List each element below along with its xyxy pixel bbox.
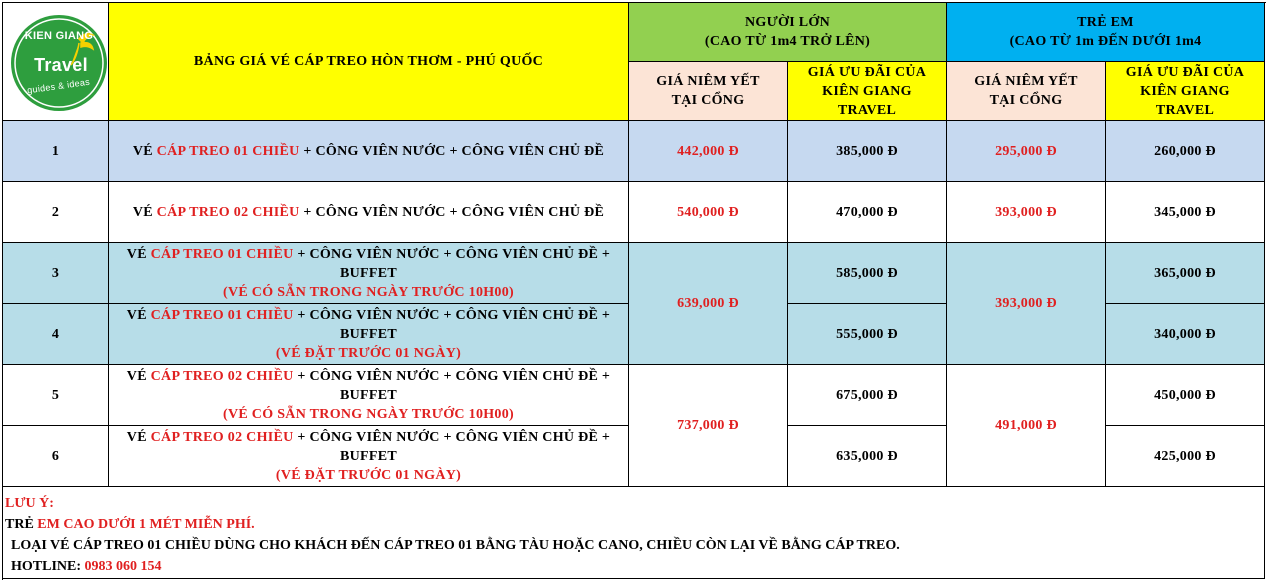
price-text: 555,000 Đ [836,326,898,342]
ticket-prefix: VÉ [132,143,157,159]
adult-promo-price [788,182,947,243]
ticket-prefix: VÉ [126,429,151,445]
adult-listed-price-merged [629,365,788,487]
child-promo-price [1106,243,1265,304]
listed-header-line1: GIÁ NIÊM YẾT [974,74,1078,89]
ticket-note: (VÉ ĐẶT TRƯỚC 01 NGÀY) [275,345,462,361]
cable-type: CÁP TREO 02 CHIỀU [156,204,300,220]
price-text: 675,000 Đ [836,387,898,403]
cable-type: CÁP TREO 01 CHIỀU [156,143,300,159]
notes-free-text: EM CAO DƯỚI 1 MÉT MIỄN PHÍ. [37,517,255,532]
child-promo-price [1106,182,1265,243]
row-number [3,426,109,487]
adult-listed-price-merged [629,243,788,365]
child-promo-price [1106,304,1265,365]
price-text: 450,000 Đ [1154,387,1216,403]
row-number-text: 5 [51,387,60,403]
row-number [3,243,109,304]
notes-free-prefix: TRẺ [5,517,38,532]
ticket-line [127,367,610,386]
price-text: 635,000 Đ [836,448,898,464]
adult-group-header [629,3,947,62]
promo-header-line3: TRAVEL [837,102,897,118]
ticket-note: (VÉ CÓ SẴN TRONG NGÀY TRƯỚC 10H00) [223,284,514,300]
adult-promo-price [788,121,947,182]
promo-header-line1: GIÁ ƯU ĐÃI CỦA [1125,64,1245,80]
ticket-description [109,426,629,487]
ticket-line [127,306,610,325]
child-promo-price [1106,365,1265,426]
adult-group-sub: (CAO TỪ 1m4 TRỞ LÊN) [704,34,871,49]
hotline-label: HOTLINE: [11,559,85,574]
ticket-buffet: BUFFET [339,387,398,403]
ticket-description [109,304,629,365]
ticket-includes: + CÔNG VIÊN NƯỚC + CÔNG VIÊN CHỦ ĐỀ [299,143,605,159]
cable-type: CÁP TREO 02 CHIỀU [150,368,294,384]
child-group-label: TRẺ EM [1077,15,1134,30]
child-listed-price [947,182,1106,243]
price-text: 393,000 Đ [995,204,1057,220]
row-number-text: 1 [51,143,60,159]
price-text: 385,000 Đ [836,143,898,159]
child-listed-header [947,62,1106,121]
price-text: 491,000 Đ [995,418,1057,433]
adult-promo-header [788,62,947,121]
promo-header-line2: KIÊN GIANG [822,83,912,99]
price-text: 340,000 Đ [1154,326,1216,342]
ticket-prefix: VÉ [126,246,151,262]
row-number-text: 3 [51,265,60,281]
price-text: 585,000 Đ [836,265,898,281]
ticket-prefix: VÉ [126,368,151,384]
hotline-number[interactable]: 0983 060 154 [84,559,162,574]
adult-listed-price [629,182,788,243]
ticket-prefix: VÉ [132,204,157,220]
price-text: 639,000 Đ [677,296,739,311]
ticket-description [109,121,629,182]
notes-ticket-line: LOẠI VÉ CÁP TREO 01 CHIỀU DÙNG CHO KHÁCH ĐẾN CÁP TREO 01 BẰNG TÀU HOẶC CANO, CHIỀU CÒN LẠI VỀ BẰNG CÁP TREO. [11,538,900,553]
ticket-includes: + CÔNG VIÊN NƯỚC + CÔNG VIÊN CHỦ ĐỀ + [293,307,611,323]
kien-giang-travel-logo [9,9,109,117]
cable-type: CÁP TREO 02 CHIỀU [150,429,294,445]
notes-heading: LƯU Ý: [5,496,54,511]
ticket-buffet: BUFFET [339,326,398,342]
ticket-line [133,142,604,161]
price-text: 295,000 Đ [995,143,1057,159]
row-number [3,365,109,426]
adult-promo-price [788,426,947,487]
notes-free-line [5,514,1262,535]
ticket-line [127,428,610,447]
logo-cell [3,3,109,121]
adult-listed-header [629,62,788,121]
ticket-note: (VÉ ĐẶT TRƯỚC 01 NGÀY) [275,467,462,483]
ticket-line [133,203,604,222]
logo-tagline-text: guides & ideas [26,76,91,96]
notes-hotline-line [5,556,1262,577]
price-text: 442,000 Đ [677,143,739,159]
promo-header-line2: KIÊN GIANG [1140,83,1230,99]
price-text: 345,000 Đ [1154,204,1216,220]
listed-header-line2: TẠI CỔNG [989,93,1063,108]
ticket-includes: + CÔNG VIÊN NƯỚC + CÔNG VIÊN CHỦ ĐỀ [299,204,605,220]
price-text: 365,000 Đ [1154,265,1216,281]
child-promo-price [1106,426,1265,487]
row-number-text: 6 [51,448,60,464]
ticket-includes: + CÔNG VIÊN NƯỚC + CÔNG VIÊN CHỦ ĐỀ + [293,429,611,445]
child-promo-header [1106,62,1265,121]
price-text: 470,000 Đ [836,204,898,220]
row-number-text: 4 [51,326,60,342]
price-text: 260,000 Đ [1154,143,1216,159]
cable-type: CÁP TREO 01 CHIỀU [150,307,294,323]
row-number [3,182,109,243]
ticket-includes: + CÔNG VIÊN NƯỚC + CÔNG VIÊN CHỦ ĐỀ + [293,368,611,384]
table-title [109,3,629,121]
adult-group-label: NGƯỜI LỚN [744,15,831,30]
notes-section [3,487,1265,579]
ticket-description [109,365,629,426]
adult-listed-price [629,121,788,182]
logo-top-text: KIEN GIANG [24,30,94,42]
ticket-description [109,243,629,304]
price-text: 393,000 Đ [995,296,1057,311]
price-text: 540,000 Đ [677,204,739,220]
adult-promo-price [788,304,947,365]
ticket-buffet: BUFFET [339,265,398,281]
ticket-buffet: BUFFET [339,448,398,464]
cable-type: CÁP TREO 01 CHIỀU [150,246,294,262]
row-number [3,121,109,182]
price-text: 425,000 Đ [1154,448,1216,464]
row-number-text: 2 [51,204,60,220]
child-promo-price [1106,121,1265,182]
promo-header-line1: GIÁ ƯU ĐÃI CỦA [807,64,927,80]
ticket-line [127,245,610,264]
ticket-includes: + CÔNG VIÊN NƯỚC + CÔNG VIÊN CHỦ ĐỀ + [293,246,611,262]
child-group-sub: (CAO TỪ 1m ĐẾN DƯỚI 1m4 [1009,34,1202,49]
child-group-header [947,3,1265,62]
promo-header-line3: TRAVEL [1155,102,1215,118]
row-number [3,304,109,365]
child-listed-price-merged [947,243,1106,365]
adult-promo-price [788,365,947,426]
adult-promo-price [788,243,947,304]
table-title-text: BẢNG GIÁ VÉ CÁP TREO HÒN THƠM - PHÚ QUỐC [193,54,544,69]
listed-header-line2: TẠI CỔNG [671,93,745,108]
ticket-description [109,182,629,243]
logo-brand-text: Travel [34,55,88,75]
ticket-prefix: VÉ [126,307,151,323]
listed-header-line1: GIÁ NIÊM YẾT [656,74,760,89]
child-listed-price-merged [947,365,1106,487]
child-listed-price [947,121,1106,182]
ticket-note: (VÉ CÓ SẴN TRONG NGÀY TRƯỚC 10H00) [223,406,514,422]
price-text: 737,000 Đ [677,418,739,433]
